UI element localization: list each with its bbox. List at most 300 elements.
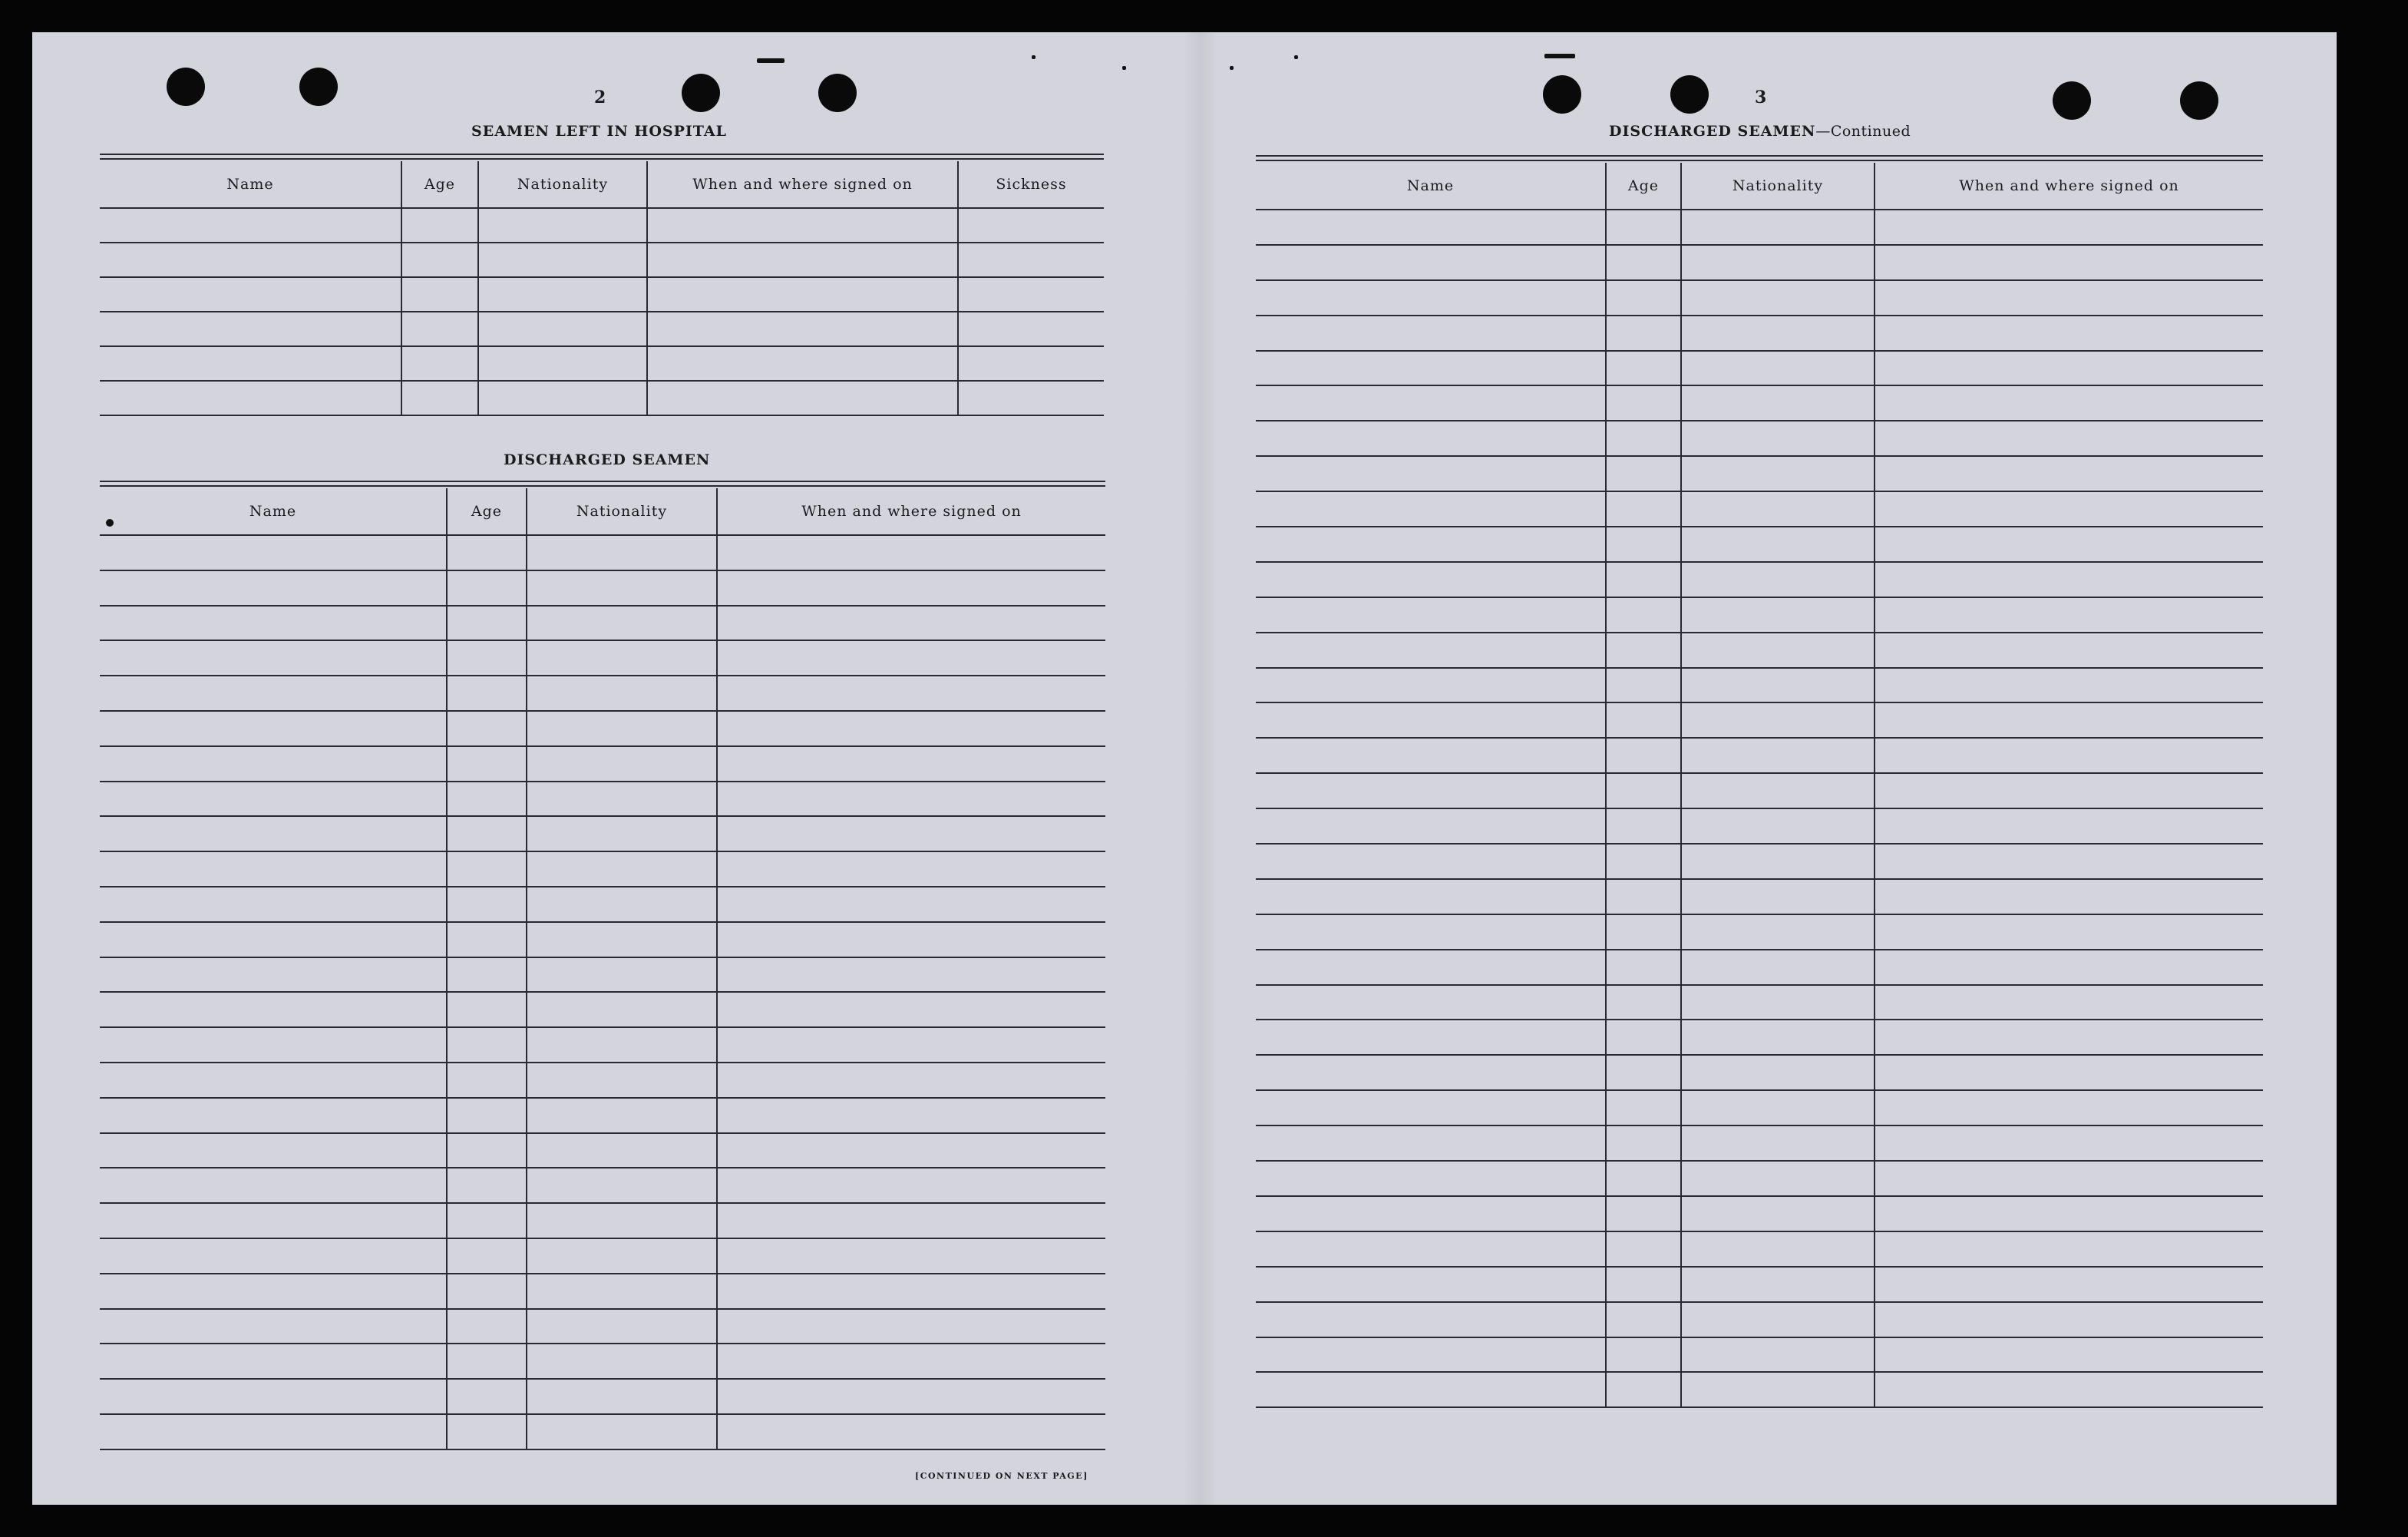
table-cell <box>447 887 527 922</box>
table-cell <box>1875 1125 2263 1161</box>
table-cell <box>527 1098 717 1133</box>
table-cell <box>1606 808 1681 844</box>
table-row <box>100 640 1105 676</box>
table-cell <box>527 1309 717 1344</box>
table-cell <box>1875 1090 2263 1125</box>
table-cell <box>447 1344 527 1379</box>
table-row <box>100 746 1105 782</box>
page-fold <box>1184 32 1217 1505</box>
table-cell <box>717 676 1105 711</box>
section-title-hospital: SEAMEN LEFT IN HOSPITAL <box>471 123 727 140</box>
table-row <box>100 1133 1105 1168</box>
table-cell <box>1256 316 1606 351</box>
table-cell <box>958 277 1104 312</box>
table-row <box>100 957 1105 993</box>
table-cell <box>401 312 478 346</box>
ink-speck <box>757 58 784 63</box>
table-row <box>1256 456 2263 491</box>
table-row <box>1256 950 2263 985</box>
table-cell <box>1681 914 1875 950</box>
table-cell <box>447 1414 527 1449</box>
table-cell <box>647 346 958 381</box>
punch-hole <box>818 74 857 112</box>
table-cell <box>1606 985 1681 1020</box>
table-cell <box>717 640 1105 676</box>
table-cell <box>478 208 647 243</box>
page-number: 3 <box>1755 88 1767 107</box>
table-cell <box>1606 1090 1681 1125</box>
table-cell <box>717 1274 1105 1309</box>
table-cell <box>1256 245 1606 280</box>
table-row <box>100 1379 1105 1414</box>
table-cell <box>1681 773 1875 808</box>
punch-hole <box>2180 81 2218 120</box>
table-cell <box>1256 1125 1606 1161</box>
table-cell <box>100 1098 447 1133</box>
table-cell <box>1875 808 2263 844</box>
table-cell <box>447 851 527 887</box>
table-cell <box>1606 1337 1681 1373</box>
table-cell <box>401 208 478 243</box>
table-row <box>1256 633 2263 668</box>
table-cell <box>478 243 647 277</box>
table-cell <box>1875 1055 2263 1090</box>
table-cell <box>478 277 647 312</box>
column-header-signed-on: When and where signed on <box>1875 163 2263 210</box>
table-row <box>1256 1337 2263 1373</box>
table-cell <box>100 277 401 312</box>
table-row <box>100 782 1105 817</box>
discharged-rows <box>1256 210 2263 1407</box>
double-rule <box>1256 155 2263 161</box>
table-cell <box>1681 1055 1875 1090</box>
table-cell <box>1256 844 1606 879</box>
table-cell <box>1256 1302 1606 1337</box>
table-cell <box>1606 1267 1681 1302</box>
table-cell <box>1875 1196 2263 1231</box>
table-cell <box>1681 702 1875 738</box>
table-cell <box>100 243 401 277</box>
table-cell <box>447 957 527 993</box>
table-cell <box>100 1274 447 1309</box>
table-row <box>100 1274 1105 1309</box>
table-cell <box>1256 738 1606 773</box>
column-header-signed-on: When and where signed on <box>647 161 958 208</box>
table-cell <box>1875 456 2263 491</box>
table-cell <box>1606 316 1681 351</box>
table-cell <box>647 381 958 415</box>
table-cell <box>1875 668 2263 703</box>
table-cell <box>1681 633 1875 668</box>
table-cell <box>1875 597 2263 633</box>
table-cell <box>717 1168 1105 1203</box>
table-cell <box>1875 385 2263 421</box>
table-cell <box>527 851 717 887</box>
table-cell <box>717 922 1105 957</box>
table-cell <box>647 208 958 243</box>
table-cell <box>1256 527 1606 562</box>
table-cell <box>1875 1337 2263 1373</box>
table-cell <box>1256 914 1606 950</box>
table-cell <box>447 1379 527 1414</box>
table-cell <box>100 957 447 993</box>
table-cell <box>717 711 1105 746</box>
table-row <box>1256 985 2263 1020</box>
table-cell <box>447 782 527 817</box>
column-header-age: Age <box>447 488 527 535</box>
ink-speck <box>1230 66 1234 70</box>
table-row <box>1256 597 2263 633</box>
column-header-nationality: Nationality <box>1681 163 1875 210</box>
table-cell <box>1606 1125 1681 1161</box>
table-cell <box>1681 1196 1875 1231</box>
continued-note: [CONTINUED ON NEXT PAGE] <box>915 1471 1088 1481</box>
table-cell <box>1606 385 1681 421</box>
table-cell <box>1256 562 1606 597</box>
ink-speck <box>1122 66 1126 70</box>
table-cell <box>1606 527 1681 562</box>
table-row <box>100 606 1105 641</box>
table-cell <box>1256 950 1606 985</box>
table-cell <box>100 1027 447 1063</box>
column-header-name: Name <box>100 161 401 208</box>
table-cell <box>1681 879 1875 914</box>
discharged-table-continued <box>1256 163 2263 1408</box>
table-cell <box>447 711 527 746</box>
table-cell <box>1875 210 2263 245</box>
column-header-nationality: Nationality <box>527 488 717 535</box>
column-header-age: Age <box>1606 163 1681 210</box>
table-cell <box>1681 351 1875 386</box>
table-row <box>1256 668 2263 703</box>
table-cell <box>717 1414 1105 1449</box>
table-cell <box>1606 950 1681 985</box>
punch-hole <box>299 68 338 106</box>
punch-hole <box>1543 75 1581 114</box>
table-cell <box>1875 421 2263 456</box>
table-cell <box>1256 385 1606 421</box>
table-cell <box>1875 491 2263 527</box>
table-row <box>1256 316 2263 351</box>
table-row <box>1256 1267 2263 1302</box>
table-row <box>100 208 1104 243</box>
table-cell <box>527 957 717 993</box>
table-cell <box>1606 210 1681 245</box>
table-cell <box>1681 562 1875 597</box>
table-cell <box>100 1238 447 1274</box>
column-header-age: Age <box>401 161 478 208</box>
table-cell <box>1606 421 1681 456</box>
table-row <box>1256 1090 2263 1125</box>
table-cell <box>1606 844 1681 879</box>
table-cell <box>1681 808 1875 844</box>
table-cell <box>100 1344 447 1379</box>
table-cell <box>1256 1337 1606 1373</box>
table-row <box>100 676 1105 711</box>
table-row <box>100 887 1105 922</box>
table-cell <box>1256 1372 1606 1407</box>
table-cell <box>647 243 958 277</box>
table-cell <box>447 1168 527 1203</box>
table-cell <box>1606 280 1681 316</box>
table-row <box>100 1414 1105 1449</box>
table-cell <box>1606 1020 1681 1055</box>
table-cell <box>1681 1231 1875 1267</box>
table-row <box>1256 844 2263 879</box>
table-cell <box>1606 1055 1681 1090</box>
section-title-suffix: —Continued <box>1815 123 1911 140</box>
table-cell <box>1606 668 1681 703</box>
hospital-rows <box>100 208 1104 415</box>
table-row <box>1256 210 2263 245</box>
hospital-table <box>100 161 1104 416</box>
table-cell <box>1606 738 1681 773</box>
table-cell <box>527 746 717 782</box>
table-cell <box>1681 527 1875 562</box>
table-cell <box>1681 280 1875 316</box>
table-cell <box>527 816 717 851</box>
table-cell <box>1256 985 1606 1020</box>
table-cell <box>1875 1231 2263 1267</box>
table-cell <box>958 381 1104 415</box>
table-cell <box>100 1414 447 1449</box>
table-cell <box>717 1063 1105 1098</box>
table-cell <box>717 746 1105 782</box>
table-cell <box>478 346 647 381</box>
table-cell <box>1256 668 1606 703</box>
table-cell <box>717 957 1105 993</box>
table-cell <box>1681 1372 1875 1407</box>
table-cell <box>1875 914 2263 950</box>
table-cell <box>717 1309 1105 1344</box>
document-sheet <box>32 32 2337 1505</box>
table-row <box>1256 738 2263 773</box>
table-cell <box>100 1133 447 1168</box>
table-cell <box>100 570 447 606</box>
table-cell <box>447 1309 527 1344</box>
table-row <box>100 992 1105 1027</box>
table-cell <box>527 606 717 641</box>
table-cell <box>1875 738 2263 773</box>
punch-hole <box>2053 81 2091 120</box>
table-cell <box>100 1063 447 1098</box>
table-cell <box>1681 1020 1875 1055</box>
table-cell <box>1606 562 1681 597</box>
table-cell <box>100 887 447 922</box>
table-cell <box>100 312 401 346</box>
table-cell <box>1875 280 2263 316</box>
table-row <box>1256 351 2263 386</box>
table-cell <box>1681 1337 1875 1373</box>
table-cell <box>1606 351 1681 386</box>
table-cell <box>1256 1055 1606 1090</box>
table-cell <box>1875 950 2263 985</box>
table-cell <box>1256 773 1606 808</box>
table-cell <box>647 277 958 312</box>
table-cell <box>447 535 527 570</box>
table-cell <box>447 922 527 957</box>
table-cell <box>1875 1161 2263 1196</box>
table-cell <box>1256 633 1606 668</box>
table-cell <box>1256 1020 1606 1055</box>
table-cell <box>1606 633 1681 668</box>
table-cell <box>1875 879 2263 914</box>
table-cell <box>1681 1125 1875 1161</box>
table-cell <box>717 1133 1105 1168</box>
table-cell <box>1681 738 1875 773</box>
table-cell <box>1875 316 2263 351</box>
table-cell <box>1681 491 1875 527</box>
table-cell <box>717 992 1105 1027</box>
table-cell <box>447 1238 527 1274</box>
table-cell <box>1681 316 1875 351</box>
table-cell <box>447 676 527 711</box>
table-cell <box>447 606 527 641</box>
table-cell <box>447 1203 527 1238</box>
table-cell <box>717 1238 1105 1274</box>
table-cell <box>1681 456 1875 491</box>
table-row <box>100 1098 1105 1133</box>
column-header-nationality: Nationality <box>478 161 647 208</box>
table-cell <box>527 1203 717 1238</box>
table-cell <box>527 1344 717 1379</box>
table-cell <box>527 1274 717 1309</box>
table-cell <box>527 711 717 746</box>
table-cell <box>1256 351 1606 386</box>
table-cell <box>1681 985 1875 1020</box>
ink-speck <box>1032 55 1036 59</box>
table-cell <box>1681 950 1875 985</box>
table-cell <box>447 1063 527 1098</box>
double-rule <box>100 154 1104 160</box>
table-row <box>1256 1302 2263 1337</box>
table-cell <box>401 346 478 381</box>
punch-hole <box>682 74 720 112</box>
table-row <box>100 922 1105 957</box>
table-row <box>100 1203 1105 1238</box>
column-header-name: Name <box>1256 163 1606 210</box>
table-cell <box>647 312 958 346</box>
table-cell <box>527 1063 717 1098</box>
table-row <box>100 1238 1105 1274</box>
table-cell <box>1681 1090 1875 1125</box>
table-cell <box>1606 1231 1681 1267</box>
table-cell <box>1256 1231 1606 1267</box>
table-cell <box>100 782 447 817</box>
table-cell <box>1256 1090 1606 1125</box>
table-cell <box>1875 1267 2263 1302</box>
discharged-table <box>100 488 1105 1450</box>
table-cell <box>1606 597 1681 633</box>
table-cell <box>1875 527 2263 562</box>
column-header-sickness: Sickness <box>958 161 1104 208</box>
table-cell <box>100 711 447 746</box>
table-cell <box>527 992 717 1027</box>
table-cell <box>100 992 447 1027</box>
table-cell <box>100 208 401 243</box>
table-cell <box>1256 879 1606 914</box>
table-cell <box>478 381 647 415</box>
table-row <box>1256 808 2263 844</box>
table-cell <box>717 782 1105 817</box>
table-cell <box>717 1344 1105 1379</box>
table-cell <box>1606 245 1681 280</box>
table-cell <box>100 1379 447 1414</box>
table-cell <box>1256 1267 1606 1302</box>
table-cell <box>527 887 717 922</box>
table-row <box>100 1168 1105 1203</box>
table-cell <box>527 1238 717 1274</box>
table-cell <box>447 816 527 851</box>
table-cell <box>447 570 527 606</box>
table-cell <box>527 1168 717 1203</box>
table-row <box>1256 1161 2263 1196</box>
table-cell <box>1875 351 2263 386</box>
table-cell <box>1875 633 2263 668</box>
table-cell <box>1875 1020 2263 1055</box>
table-cell <box>1606 1302 1681 1337</box>
table-cell <box>478 312 647 346</box>
table-cell <box>100 346 401 381</box>
table-row <box>1256 702 2263 738</box>
table-cell <box>717 606 1105 641</box>
table-cell <box>1606 702 1681 738</box>
table-cell <box>1681 844 1875 879</box>
table-row <box>1256 421 2263 456</box>
table-row <box>100 381 1104 415</box>
table-row <box>100 851 1105 887</box>
table-cell <box>1606 1372 1681 1407</box>
section-title-text: DISCHARGED SEAMEN <box>1609 123 1816 140</box>
column-header-name: Name <box>100 488 447 535</box>
table-cell <box>527 1133 717 1168</box>
table-row <box>100 816 1105 851</box>
table-cell <box>100 381 401 415</box>
table-cell <box>1256 1196 1606 1231</box>
punch-hole <box>1670 75 1709 114</box>
table-cell <box>1256 456 1606 491</box>
table-cell <box>1606 491 1681 527</box>
table-cell <box>717 816 1105 851</box>
table-cell <box>958 312 1104 346</box>
table-cell <box>1606 914 1681 950</box>
table-cell <box>1681 245 1875 280</box>
table-cell <box>527 922 717 957</box>
table-cell <box>1681 1161 1875 1196</box>
table-cell <box>958 208 1104 243</box>
table-cell <box>527 1414 717 1449</box>
table-cell <box>1256 702 1606 738</box>
table-row <box>100 570 1105 606</box>
table-cell <box>1681 1302 1875 1337</box>
table-cell <box>1875 773 2263 808</box>
table-cell <box>100 676 447 711</box>
table-cell <box>1875 1302 2263 1337</box>
table-cell <box>527 1379 717 1414</box>
table-row <box>100 243 1104 277</box>
table-cell <box>1875 245 2263 280</box>
table-cell <box>447 640 527 676</box>
table-cell <box>1606 773 1681 808</box>
table-row <box>1256 1231 2263 1267</box>
table-cell <box>100 535 447 570</box>
punch-hole <box>167 68 205 106</box>
table-row <box>100 1344 1105 1379</box>
table-cell <box>717 535 1105 570</box>
ink-speck <box>1544 54 1575 58</box>
table-cell <box>1681 597 1875 633</box>
table-cell <box>1681 385 1875 421</box>
